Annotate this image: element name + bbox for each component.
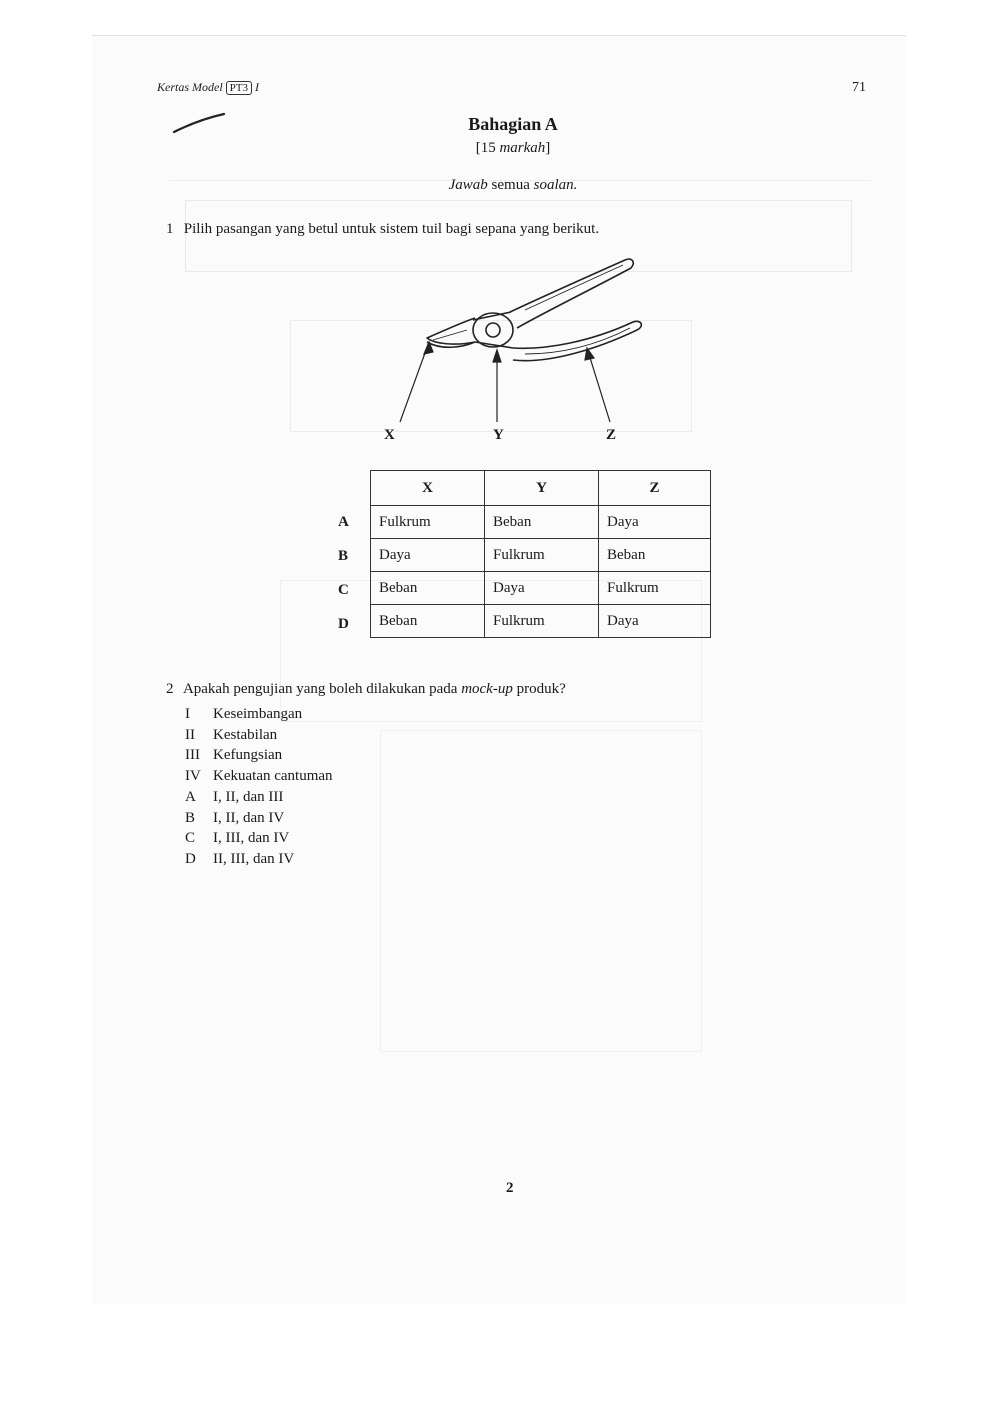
question-number: 1 (166, 221, 174, 237)
table-cell: Fulkrum (485, 605, 599, 638)
table-row (371, 572, 711, 605)
paper-title: Kertas Model (157, 80, 223, 94)
pliers-illustration (375, 250, 665, 450)
table-cell: Daya (599, 605, 711, 638)
table-header-cell: X (371, 471, 485, 506)
page-number-top: 71 (852, 80, 866, 95)
section-instruction: Jawab semua soalan. (448, 177, 578, 193)
question-text: Pilih pasangan yang betul untuk sistem tuil bagi sepana yang berikut. (183, 221, 600, 237)
table-row (371, 539, 711, 572)
page-number-bottom: 2 (506, 1180, 514, 1196)
section-marks: [15 markah] (475, 140, 551, 156)
question-2-options (185, 704, 333, 870)
list-item: II Kestabilan (185, 726, 278, 743)
section-title: Bahagian A (468, 114, 558, 134)
paper-number: I (255, 80, 260, 94)
answer-choice: D II, III, dan IV (185, 850, 295, 867)
table-header-cell: Z (599, 471, 711, 506)
table-cell: Daya (599, 506, 711, 539)
question-number: 2 (166, 681, 174, 697)
answer-choice: A I, II, dan III (185, 788, 284, 805)
answer-choice: B I, II, dan IV (185, 809, 285, 826)
table-cell: Beban (599, 539, 711, 572)
table-cell: Fulkrum (371, 506, 485, 539)
option-letter: A (338, 514, 349, 530)
table-cell: Fulkrum (599, 572, 711, 605)
table-cell: Daya (371, 539, 485, 572)
paper-header (157, 80, 259, 95)
table-cell: Beban (485, 506, 599, 539)
table-cell: Fulkrum (485, 539, 599, 572)
option-letter: D (338, 616, 349, 632)
list-item: III Kefungsian (185, 747, 283, 764)
answer-table (370, 470, 711, 638)
answer-choice: C I, III, dan IV (185, 830, 290, 847)
table-row (371, 605, 711, 638)
paper-badge: PT3 (226, 81, 252, 95)
table-cell: Beban (371, 605, 485, 638)
list-item: I Keseimbangan (185, 706, 303, 722)
pliers-label-x: X (384, 427, 395, 443)
question-2 (166, 681, 566, 698)
table-row (371, 506, 711, 539)
option-letter: B (338, 548, 349, 564)
list-item: IV Kekuatan cantuman (185, 768, 333, 785)
question-text: Apakah pengujian yang boleh dilakukan pada mock-up produk? (182, 681, 566, 697)
option-letter: C (338, 582, 349, 598)
pliers-label-y: Y (493, 427, 504, 443)
table-header-cell: Y (485, 471, 599, 506)
pliers-label-z: Z (606, 427, 617, 443)
table-cell: Beban (371, 572, 485, 605)
bleed-through-figure (380, 730, 702, 1052)
table-cell: Daya (485, 572, 599, 605)
table-header-row (371, 471, 711, 506)
question-1 (166, 221, 599, 238)
pen-stroke-icon (170, 112, 230, 136)
